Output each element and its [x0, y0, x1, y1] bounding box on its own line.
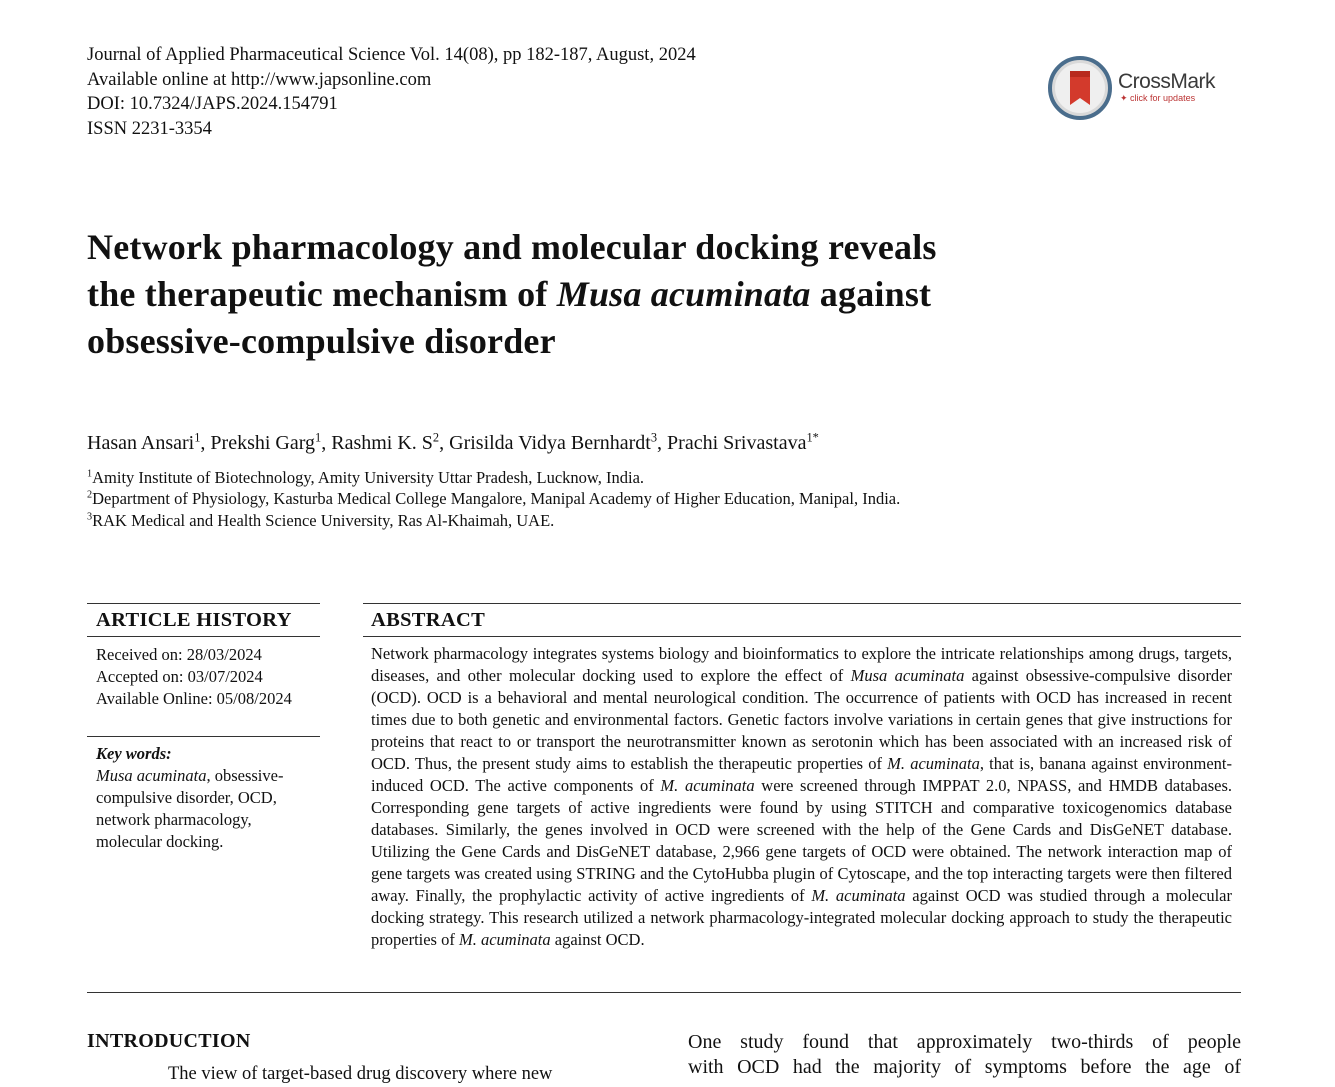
- keywords-text: Musa acuminata, obsessive-compulsive disorder, OCD, network pharmacology, molecular docking.: [96, 766, 284, 851]
- author: Prekshi Garg: [210, 432, 316, 454]
- abstract-head-rule: [363, 636, 1241, 637]
- crossmark-icon: [1048, 56, 1112, 120]
- abstract-body: Network pharmacology integrates systems biology and bioinformatics to explore the intricate relationships among drugs, targets, diseases, and other molecular docking used to explore the effect of Musa acuminata against obsessive-compulsive disorder (OCD). OCD is a behavioral and mental neurological condition. The occurrence of patients with OCD has increased in recent times due to both genetic and environmental factors. Genetic factors involve variations in certain genes that give instructions for proteins that react to or transport the neurotransmitter known as serotonin which has been associated with an increased risk of OCD. Thus, the present study aims to establish the therapeutic properties of M. acuminata, that is, banana against environment-induced OCD. The active components of M. acuminata were screened through IMPPAT 2.0, NPASS, and HMDB databases. Corresponding gene targets of active ingredients were found by using STITCH and comparative toxicogenomics database databases. Similarly, the genes involved in OCD were screened with the help of the Gene Cards and DisGeNET database. Utilizing the Gene Cards and DisGeNET database, 2,966 gene targets of OCD were obtained. The network interaction map of gene targets was created using STRING and the CytoHubba plugin of Cytoscape, and the top interacting targets were then filtered away. Finally, the prophylactic activity of active ingredients of M. acuminata against OCD was studied through a molecular docking strategy. This research utilized a network pharmacology-integrated molecular docking approach to study the therapeutic properties of M. acuminata against OCD.: [371, 644, 1233, 949]
- received-date: Received on: 28/03/2024: [96, 645, 262, 664]
- introduction-heading: INTRODUCTION: [87, 1030, 251, 1052]
- author-list: Hasan Ansari$^1$, Prekshi Garg$^1$, Rashmi K. $S^2$, Grisilda Vidya Bernhardt$^3$, Prachi Srivastava$^{1*}$: [87, 430, 819, 454]
- paper-title: Network pharmacology and molecular docking reveals the therapeutic mechanism of Musa acuminata against obsessive-compulsive disorder: [87, 227, 937, 361]
- crossmark-badge[interactable]: [1048, 56, 1228, 120]
- doi[interactable]: DOI: 10.7324/JAPS.2024.154791: [87, 94, 338, 114]
- journal-citation: Journal of Applied Pharmaceutical Science Vol. 14(08), pp 182-187, August, 2024: [87, 45, 696, 65]
- section-divider: [87, 992, 1241, 993]
- abstract-heading: ABSTRACT: [371, 609, 486, 631]
- keywords-heading: Key words:: [96, 744, 172, 763]
- introduction-left-text: The view of target-based drug discovery where new: [168, 1064, 553, 1084]
- history-head-rule: [87, 636, 320, 637]
- journal-website[interactable]: Available online at http://www.japsonline.com: [87, 70, 432, 90]
- article-history-heading: ARTICLE HISTORY: [96, 609, 292, 631]
- accepted-date: Accepted on: 03/07/2024: [96, 667, 263, 686]
- history-top-rule: [87, 603, 320, 604]
- keywords-rule: [87, 736, 320, 737]
- author: Rashmi K. S: [331, 432, 433, 454]
- author: Hasan Ansari: [87, 432, 195, 454]
- affiliation: $^1$Amity Institute of Biotechnology, Amity University Uttar Pradesh, Lucknow, India.: [87, 468, 645, 487]
- introduction-right-text: One study found that approximately two-thirds of people with OCD had the majority of symptoms before the age of: [688, 1031, 1241, 1078]
- online-date: Available Online: 05/08/2024: [96, 689, 292, 708]
- abstract-top-rule: [363, 603, 1241, 604]
- affiliation: $^3$RAK Medical and Health Science University, Ras Al-Khaimah, UAE.: [87, 511, 555, 530]
- issn: ISSN 2231-3354: [87, 119, 212, 139]
- author: Grisilda Vidya Bernhardt: [449, 432, 651, 454]
- crossmark-label: CrossMark: [1118, 70, 1216, 93]
- author: Prachi Srivastava: [667, 432, 807, 454]
- affiliation: $^2$Department of Physiology, Kasturba Medical College Mangalore, Manipal Academy of Higher Education, Manipal, India.: [87, 489, 901, 508]
- crossmark-sublabel: ✦ click for updates: [1120, 93, 1196, 103]
